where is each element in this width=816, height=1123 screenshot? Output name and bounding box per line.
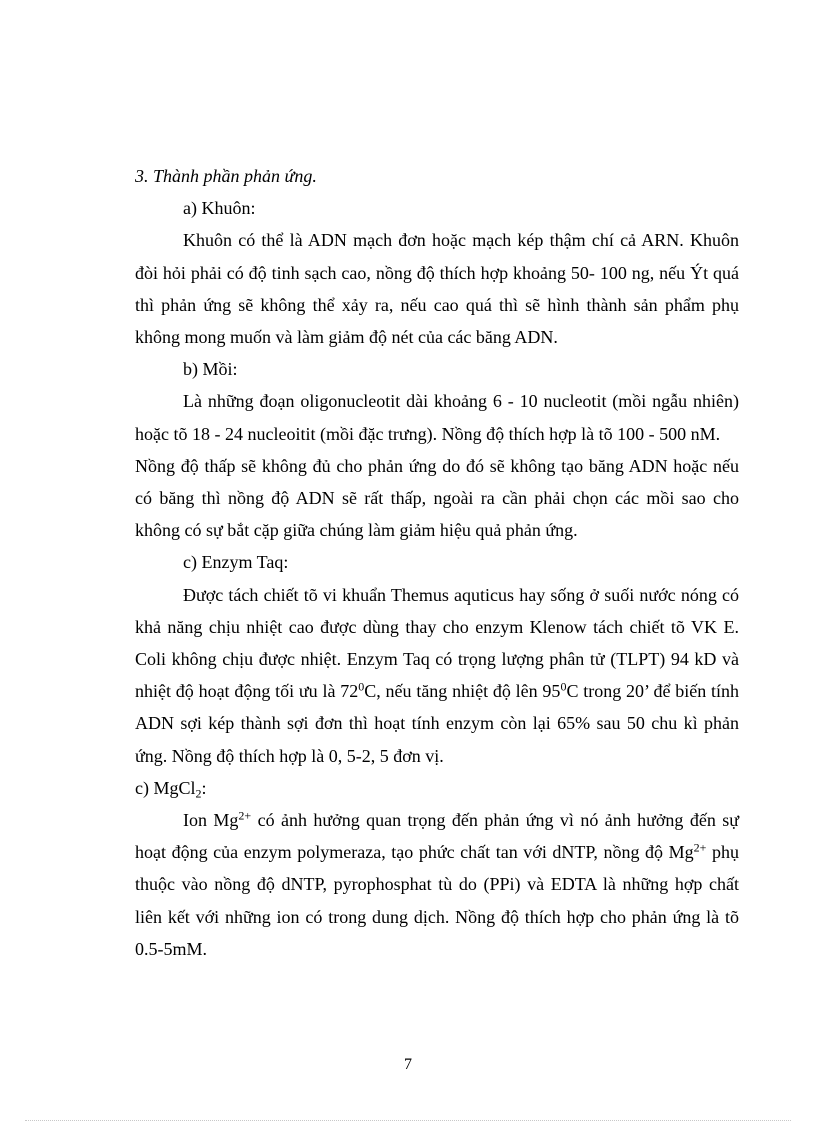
subsection-label-template: a) Khuôn: xyxy=(183,198,256,219)
mg-text-c: phụ thuộc vào nồng độ dNTP, pyrophosphat tù do (PPi) và EDTA là những hợp chất liên kết với những ion có trong dung dịch. Nồng độ thích hợp cho phản ứng là tõ 0.5-5mM. xyxy=(135,842,740,959)
paragraph-enzyme xyxy=(135,579,739,772)
paragraph-primer-1: Là những đoạn oligonucleotit dài khoảng 6 - 10 nucleotit (mồi ngẫu nhiên) hoặc tõ 18 - 24 nucleoitit (mồi đặc trưng). Nồng độ thích hợp là tõ 100 - 500 nM. xyxy=(135,391,739,444)
degree-superscript: 0 xyxy=(358,679,365,694)
enzyme-text-c: C trong 20’ để biến tính ADN sợi kép thành sợi đơn thì hoạt tính enzym còn lại 65% sau 50 chu kì phản ứng. Nồng độ thích hợp là 0, 5-2, 5 đơn vị. xyxy=(135,681,740,766)
mgcl-label-b: : xyxy=(201,777,207,798)
subsection-label-enzyme: c) Enzym Taq: xyxy=(183,552,289,573)
section-heading: 3. Thành phần phản ứng. xyxy=(135,166,317,186)
page-content xyxy=(135,160,739,965)
paragraph-primer-2: Nồng độ thấp sẽ không đủ cho phản ứng do đó sẽ không tạo băng ADN hoặc nếu có băng thì nồng độ ADN sẽ rất thấp, ngoài ra cần phải chọn các mồi sao cho không có sự bắt cặp giữa chúng làm giảm hiệu quả phản ứng. xyxy=(135,455,739,541)
degree-superscript: 0 xyxy=(560,679,567,694)
enzyme-text-a: Được tách chiết tõ vi khuẩn Themus aquticus hay sống ở suối nước nóng có khả năng chịu nhiệt cao được dùng thay cho enzym Klenow tách chiết tõ VK E. Coli không chịu được nhiệt. Enzym Taq có trọng lượng phân tử (TLPT) 94 kD và nhiệt độ hoạt động tối ưu là 72 xyxy=(135,584,739,702)
mg-text-b: có ảnh hưởng quan trọng đến phản ứng vì nó ảnh hưởng đến sự hoạt động của enzym polymeraza, tạo phức chất tan với dNTP, nồng độ Mg xyxy=(135,810,739,863)
charge-superscript: 2+ xyxy=(238,808,252,823)
charge-superscript: 2+ xyxy=(693,840,707,855)
paragraph-template: Khuôn có thể là ADN mạch đơn hoặc mạch kép thậm chí cả ARN. Khuôn đòi hỏi phải có độ tinh sạch cao, nồng độ thích hợp khoảng 50- 100 ng, nếu Ýt quá thì phản ứng sẽ không thể xảy ra, nếu cao quá thì sẽ hình thành sản phẩm phụ không mong muốn và làm giảm độ nét của các băng ADN. xyxy=(135,230,739,348)
mg-text-a: Ion Mg xyxy=(183,810,239,831)
subsection-label-magnesium xyxy=(135,772,739,804)
page-number: 7 xyxy=(404,1056,412,1073)
subsection-label-primer: b) Mồi: xyxy=(183,359,238,380)
mgcl-subscript: 2 xyxy=(195,786,202,801)
page-bottom-border xyxy=(25,1120,791,1121)
enzyme-text-b: C, nếu tăng nhiệt độ lên 95 xyxy=(364,681,561,702)
mgcl-label-a: c) MgCl xyxy=(135,777,196,798)
paragraph-magnesium xyxy=(135,804,739,965)
